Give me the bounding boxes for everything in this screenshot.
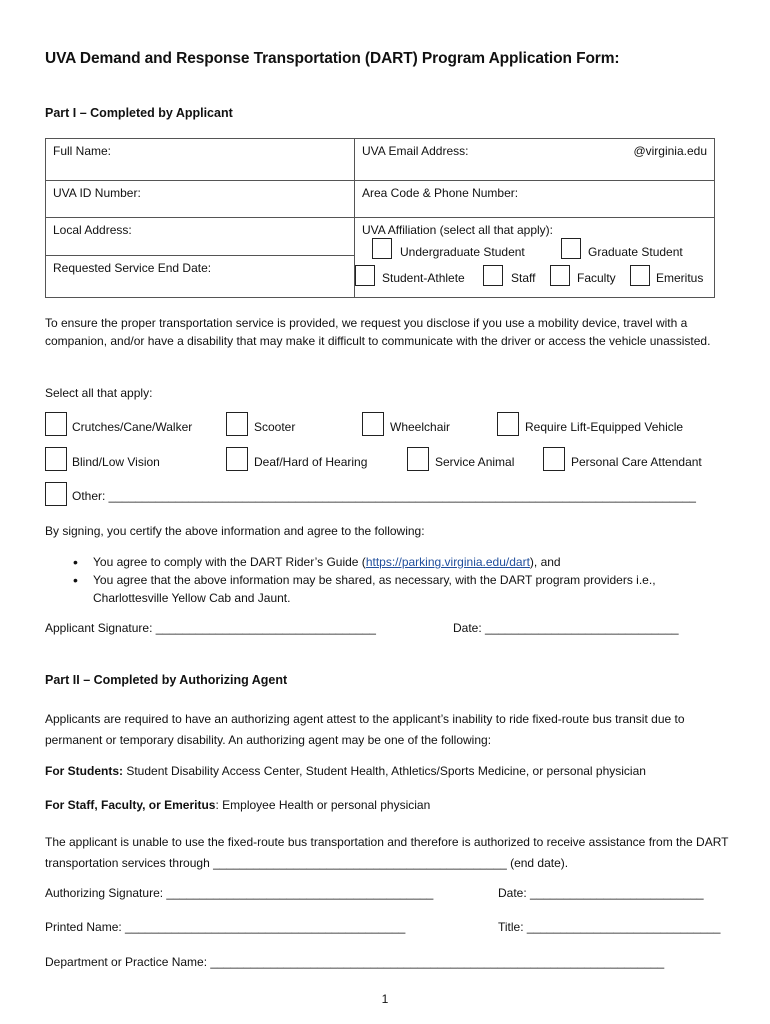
address-enddate-cell — [46, 218, 355, 298]
emeritus-checkbox[interactable] — [630, 265, 650, 286]
staff-text: : Employee Health or personal physician — [215, 798, 431, 812]
local-address-label: Local Address: — [53, 223, 132, 237]
scooter-checkbox[interactable] — [226, 412, 248, 436]
part2-heading: Part II – Completed by Authorizing Agent — [45, 673, 288, 687]
wheelchair-label: Wheelchair — [390, 420, 451, 434]
crutches-checkbox[interactable] — [45, 412, 67, 436]
staff-label: Staff — [511, 271, 536, 285]
faculty-label: Faculty — [577, 271, 616, 285]
authorizing-date-field[interactable]: Date: __________________________ — [498, 886, 704, 900]
full-name-field[interactable] — [46, 139, 355, 181]
care-attendant-checkbox[interactable] — [543, 447, 565, 471]
part1-heading: Part I – Completed by Applicant — [45, 106, 233, 120]
undergraduate-checkbox[interactable] — [372, 238, 392, 259]
email-label: UVA Email Address: — [362, 144, 469, 158]
students-agent-line — [45, 764, 646, 778]
authorizing-signature-field[interactable]: Authorizing Signature: ________________________________________ — [45, 886, 434, 900]
email-suffix: @virginia.edu — [633, 144, 707, 158]
agreement-item-1-end: ), and — [529, 555, 561, 569]
other-field[interactable]: Other: ________________________________________________________________________________________ — [72, 489, 696, 503]
page-number: 1 — [381, 992, 389, 1006]
phone-label: Area Code & Phone Number: — [362, 186, 519, 200]
part2-intro: Applicants are required to have an authorizing agent attest to the applicant’s inability to ride fixed-route bus transit due to permanent or temporary disability. An authorizing agent may be one of the following: — [45, 712, 685, 747]
faculty-checkbox[interactable] — [550, 265, 570, 286]
dart-guide-link[interactable]: https://parking.virginia.edu/dart — [365, 555, 530, 569]
deaf-label: Deaf/Hard of Hearing — [254, 455, 368, 469]
staff-agent-line — [45, 798, 430, 812]
care-attendant-label: Personal Care Attendant — [571, 455, 702, 469]
agreement-item-2 — [45, 571, 725, 607]
department-field[interactable]: Department or Practice Name: ____________________________________________________________________ — [45, 955, 665, 969]
emeritus-label: Emeritus — [656, 271, 704, 285]
scooter-label: Scooter — [254, 420, 296, 434]
staff-checkbox[interactable] — [483, 265, 503, 286]
graduate-checkbox[interactable] — [561, 238, 581, 259]
student-athlete-checkbox[interactable] — [355, 265, 375, 286]
uva-id-field[interactable] — [46, 181, 355, 218]
other-checkbox[interactable] — [45, 482, 67, 506]
students-label: For Students: — [45, 764, 123, 778]
students-text: Student Disability Access Center, Student Health, Athletics/Sports Medicine, or personal physician — [123, 764, 646, 778]
undergraduate-label: Undergraduate Student — [400, 245, 525, 259]
phone-field[interactable] — [355, 181, 715, 218]
wheelchair-checkbox[interactable] — [362, 412, 384, 436]
blind-checkbox[interactable] — [45, 447, 67, 471]
affiliation-label: UVA Affiliation (select all that apply): — [362, 223, 553, 237]
title-field[interactable]: Title: _____________________________ — [498, 920, 721, 934]
deaf-checkbox[interactable] — [226, 447, 248, 471]
end-date-field[interactable] — [46, 256, 354, 280]
applicant-date-field[interactable]: Date: _____________________________ — [453, 621, 679, 635]
end-date-label: Requested Service End Date: — [53, 261, 212, 275]
printed-name-field[interactable]: Printed Name: __________________________________________ — [45, 920, 406, 934]
service-animal-label: Service Animal — [435, 455, 515, 469]
form-title: UVA Demand and Response Transportation (DART) Program Application Form: — [45, 50, 620, 67]
uva-id-label: UVA ID Number: — [53, 186, 141, 200]
full-name-label: Full Name: — [53, 144, 112, 158]
staff-label: For Staff, Faculty, or Emeritus — [45, 798, 216, 812]
local-address-field[interactable] — [46, 218, 354, 256]
agreement-item-1-text: You agree to comply with the DART Rider’s Guide ( — [93, 555, 366, 569]
agreement-list — [45, 553, 725, 607]
certify-intro: By signing, you certify the above information and agree to the following: — [45, 524, 425, 538]
applicant-signature-field[interactable]: Applicant Signature: _________________________________ — [45, 621, 376, 635]
authorization-statement: The applicant is unable to use the fixed-route bus transportation and therefore is authorized to receive assistance from the DART transportation services through ____________________________________________ (end date). — [45, 835, 729, 870]
email-field[interactable] — [355, 139, 715, 181]
graduate-label: Graduate Student — [588, 245, 683, 259]
agreement-item-2-text: You agree that the above information may be shared, as necessary, with the DART program providers i.e., Charlottesville Yellow Cab and Jaunt. — [93, 573, 656, 605]
lift-vehicle-label: Require Lift-Equipped Vehicle — [525, 420, 684, 434]
agreement-item-1 — [45, 553, 725, 571]
lift-vehicle-checkbox[interactable] — [497, 412, 519, 436]
service-animal-checkbox[interactable] — [407, 447, 429, 471]
disclosure-text: To ensure the proper transportation service is provided, we request you disclose if you use a mobility device, travel with a companion, and/or have a disability that may make it difficult to communicate with the driver or access the vehicle unassisted. — [45, 316, 711, 348]
select-all-label: Select all that apply: — [45, 386, 153, 400]
blind-label: Blind/Low Vision — [72, 455, 160, 469]
crutches-label: Crutches/Cane/Walker — [72, 420, 193, 434]
student-athlete-label: Student-Athlete — [382, 271, 465, 285]
